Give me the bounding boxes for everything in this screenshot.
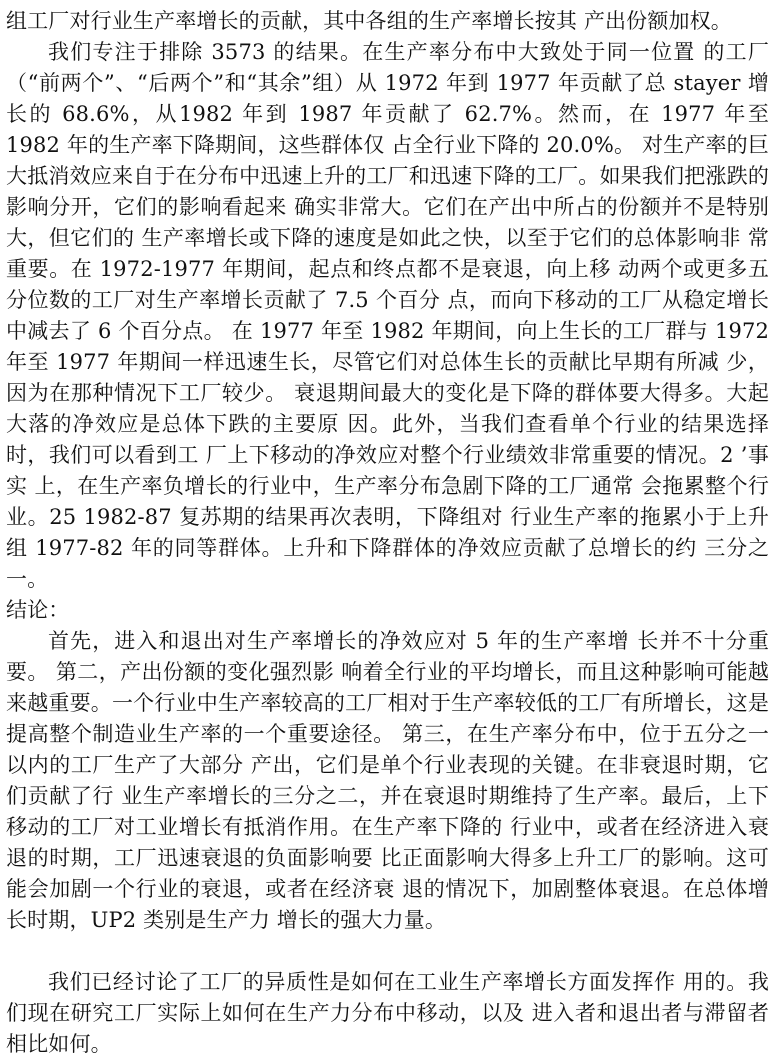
section-heading-conclusion: 结论： [6,598,70,622]
paragraph-transition: 我们已经讨论了工厂的异质性是如何在工业生产率增长方面发挥作 用的。我们现在研究工厂实际上如何在生产力分布中移动，以及 进入者和退出者与滞留者相比如何。 [6,970,769,1056]
paragraph-spacer [6,936,769,967]
paragraph-results: 我们专注于排除 3573 的结果。在生产率分布中大致处于同一位置 的工厂（“前两个”、“后两个”和“其余”组）从 1972 年到 1977 年贡献了总 stayer 增长的 68.6%，从1982 年到 1987 年贡献了 62.7%。然而，在 1977 年至 1982 年的生产率下降期间，这些群体仅 占全行业下降的 20.0%。 对生产率的巨大抵消效应来自于在分布中迅速上升的工厂和迅速下降的工厂。如果我们把涨跌的影响分开，它们的影响看起来 确实非常大。它们在产出中所占的份额并不是特别大，但它们的 生产率增长或下降的速度是如此之快，以至于它们的总体影响非 常重要。在 1972-1977 年期间，起点和终点都不是衰退，向上移 动两个或更多五分位数的工厂对生产率增长贡献了 7.5 个百分 点，而向下移动的工厂从稳定增长中减去了 6 个百分点。 在 1977 年至 1982 年期间，向上生长的工厂群与 1972 年至 1977 年期间一样迅速生长，尽管它们对总体生长的贡献比早期有所减 少，因为在那种情况下工厂较少。 衰退期间最大的变化是下降的群体要大得多。大起大落的净效应是总体下跌的主要原 因。此外，当我们查看单个行业的结果选择时，我们可以看到工 厂上下移动的净效应对整个行业绩效非常重要的情况。2 ’事实 上，在生产率负增长的行业中，生产率分布急剧下降的工厂通常 会拖累整个行业。25 1982-87 复苏期的结果再次表明，下降组对 行业生产率的拖累小于上升组 1977-82 年的同等群体。上升和下降群体的净效应贡献了总增长的约 三分之一。 [6,40,769,591]
paragraph-conclusion: 首先，进入和退出对生产率增长的净效应对 5 年的生产率增 长并不十分重要。 第二，产出份额的变化强烈影 响着全行业的平均增长，而且这种影响可能越来越重要。一个行业中生产率较高的工厂相对于生产率较低的工厂有所增长，这是提高整个制造业生产率的一个重要途径。 第三，在生产率分布中，位于五分之一以内的工厂生产了大部分 产出，它们是单个行业表现的关键。在非衰退时期，它们贡献了行 业生产率增长的三分之二，并在衰退时期维持了生产率。最后，上下移动的工厂对工业增长有抵消作用。在生产率下降的 行业中，或者在经济进入衰退的时期，工厂迅速衰退的负面影响要 比正面影响大得多上升工厂的影响。这可能会加剧一个行业的衰退，或者在经济衰 退的情况下，加剧整体衰退。在总体增长时期，UP2 类别是生产力 增长的强大力量。 [6,629,769,932]
paragraph-intro-continuation: 组工厂对行业生产率增长的贡献，其中各组的生产率增长按其 产出份额加权。 [6,9,732,33]
